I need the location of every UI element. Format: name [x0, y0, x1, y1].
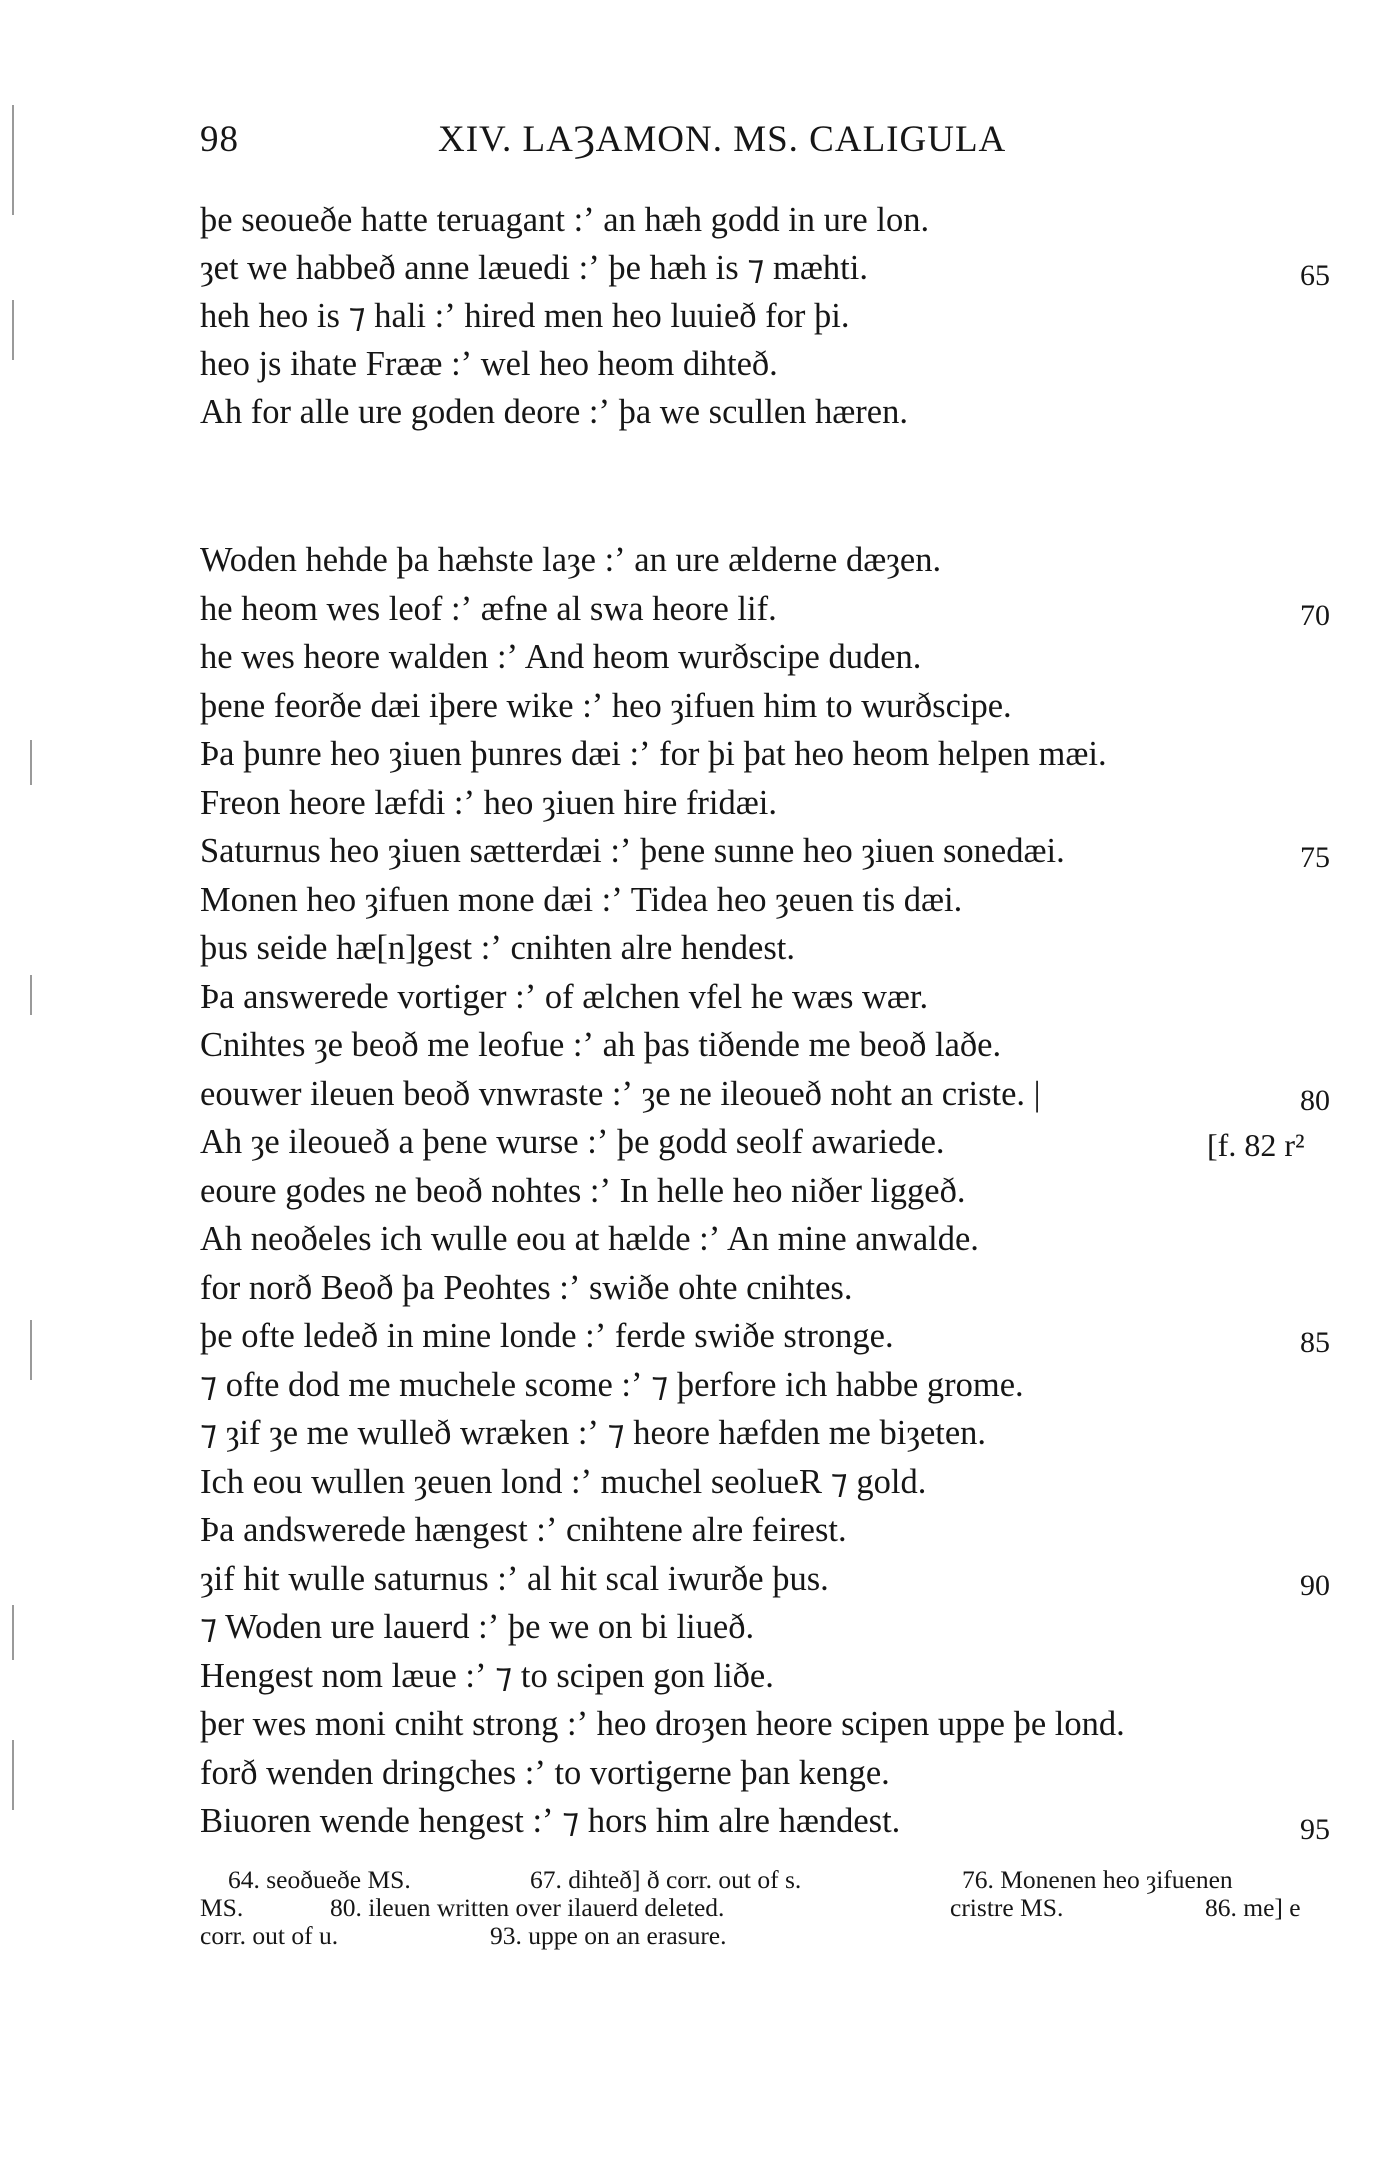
verse-line: heh heo is ⁊ hali :ʼ hired men heo luuieð for þi. [200, 297, 850, 335]
footnote-76-cont: MS. [200, 1893, 244, 1922]
footnote-86: 86. me] e [1205, 1893, 1301, 1922]
verse-line: þe seoueðe hatte teruagant :ʼ an hæh godd in ure lon. [200, 201, 930, 239]
line-number: 90 [1300, 1569, 1330, 1602]
verse-line: ȝet we habbeð anne læuedi :ʼ þe hæh is ⁊ mæhti. [200, 249, 868, 287]
verse-line: þer wes moni cniht strong :ʼ heo droȝen heore scipen uppe þe lond. [200, 1705, 1125, 1743]
verse-line: Hengest nom læue :ʼ ⁊ to scipen gon liðe. [200, 1657, 774, 1695]
verse-line: ⁊ ofte dod me muchele scome :ʼ ⁊ þerfore ich habbe grome. [200, 1366, 1024, 1404]
verse-line: Monen heo ȝifuen mone dæi :ʼ Tidea heo ȝeuen tis dæi. [200, 881, 963, 919]
verse-line: Ich eou wullen ȝeuen lond :ʼ muchel seolueR ⁊ gold. [200, 1463, 927, 1501]
verse-line: eoure godes ne beoð nohtes :ʼ In helle heo niðer liggeð. [200, 1172, 966, 1210]
line-number: 70 [1300, 599, 1330, 632]
footnote-93: 93. uppe on an erasure. [490, 1921, 727, 1950]
verse-line: Þa andswerede hængest :ʼ cnihtene alre feirest. [200, 1511, 847, 1549]
verse-line: ⁊ ȝif ȝe me wulleð wræken :ʼ ⁊ heore hæfden me biȝeten. [200, 1414, 987, 1452]
line-number: 95 [1300, 1813, 1330, 1846]
verse-line: ȝif hit wulle saturnus :ʼ al hit scal iwurðe þus. [200, 1560, 829, 1598]
running-title: XIV. LAȜAMON. MS. CALIGULA [438, 119, 1007, 160]
verse-line: for norð Beoð þa Peohtes :ʼ swiðe ohte cnihtes. [200, 1269, 853, 1307]
verse-line: þene feorðe dæi iþere wike :ʼ heo ȝifuen him to wurðscipe. [200, 687, 1012, 725]
verse-line: þe ofte ledeð in mine londe :ʼ ferde swiðe stronge. [200, 1317, 894, 1355]
verse-line: Þa answerede vortiger :ʼ of ælchen vfel he wæs wær. [200, 978, 929, 1016]
verse-line: heo js ihate Frææ :ʼ wel heo heom dihteð. [200, 345, 778, 383]
line-number: 75 [1300, 841, 1330, 874]
verse-line: Freon heore læfdi :ʼ heo ȝiuen hire fridæi. [200, 784, 777, 822]
scan-artifact [12, 1740, 14, 1810]
verse-line: þus seide hæ[n]gest :ʼ cnihten alre hendest. [200, 929, 795, 967]
verse-line: Biuoren wende hengest :ʼ ⁊ hors him alre hændest. [200, 1802, 901, 1840]
verse-line: Woden hehde þa hæhste laȝe :ʼ an ure ælderne dæȝen. [200, 541, 942, 579]
line-number: 65 [1300, 259, 1330, 292]
scan-artifact [30, 740, 32, 785]
verse-line: eouwer ileuen beoð vnwraste :ʼ ȝe ne ileoueð noht an criste. | [200, 1075, 1041, 1113]
scan-artifact [30, 975, 32, 1015]
line-number: 80 [1300, 1084, 1330, 1117]
scan-artifact [12, 105, 14, 215]
scan-artifact [12, 300, 14, 360]
footnote-67: 67. dihteð] ð corr. out of s. [530, 1865, 802, 1894]
verse-line: forð wenden dringches :ʼ to vortigerne þan kenge. [200, 1754, 890, 1792]
verse-line: Ah for alle ure goden deore :ʼ þa we scullen hæren. [200, 393, 908, 431]
footnote-76: 76. Monenen heo ȝifuenen [962, 1865, 1233, 1894]
verse-line: Ah neoðeles ich wulle eou at hælde :ʼ An mine anwalde. [200, 1220, 979, 1258]
verse-line: he heom wes leof :ʼ æfne al swa heore lif. [200, 590, 777, 628]
line-number: 85 [1300, 1326, 1330, 1359]
verse-line: ⁊ Woden ure lauerd :ʼ þe we on bi liueð. [200, 1608, 755, 1646]
footnote-64: 64. seoðueðe MS. [228, 1865, 411, 1894]
footnote-86-cristre: cristre MS. [950, 1893, 1064, 1922]
verse-line: he wes heore walden :ʼ And heom wurðscipe duden. [200, 638, 922, 676]
verse-line: Cnihtes ȝe beoð me leofue :ʼ ah þas tiðende me beoð laðe. [200, 1026, 1002, 1064]
page-number: 98 [200, 119, 239, 160]
verse-line: Þa þunre heo ȝiuen þunres dæi :ʼ for þi þat heo heom helpen mæi. [200, 735, 1107, 773]
footnotes [200, 1866, 1350, 1976]
verse-line: Saturnus heo ȝiuen sætterdæi :ʼ þene sunne heo ȝiuen sonedæi. [200, 832, 1065, 870]
scan-artifact [30, 1320, 32, 1380]
scan-artifact [12, 1605, 14, 1660]
footnote-80: 80. ileuen written over ilauerd deleted. [330, 1893, 725, 1922]
footnote-86-cont: corr. out of u. [200, 1921, 339, 1950]
verse-line: Ah ȝe ileoueð a þene wurse :ʼ þe godd seolf awariede. [200, 1123, 945, 1161]
folio-marker: [f. 82 r² [1207, 1127, 1305, 1163]
